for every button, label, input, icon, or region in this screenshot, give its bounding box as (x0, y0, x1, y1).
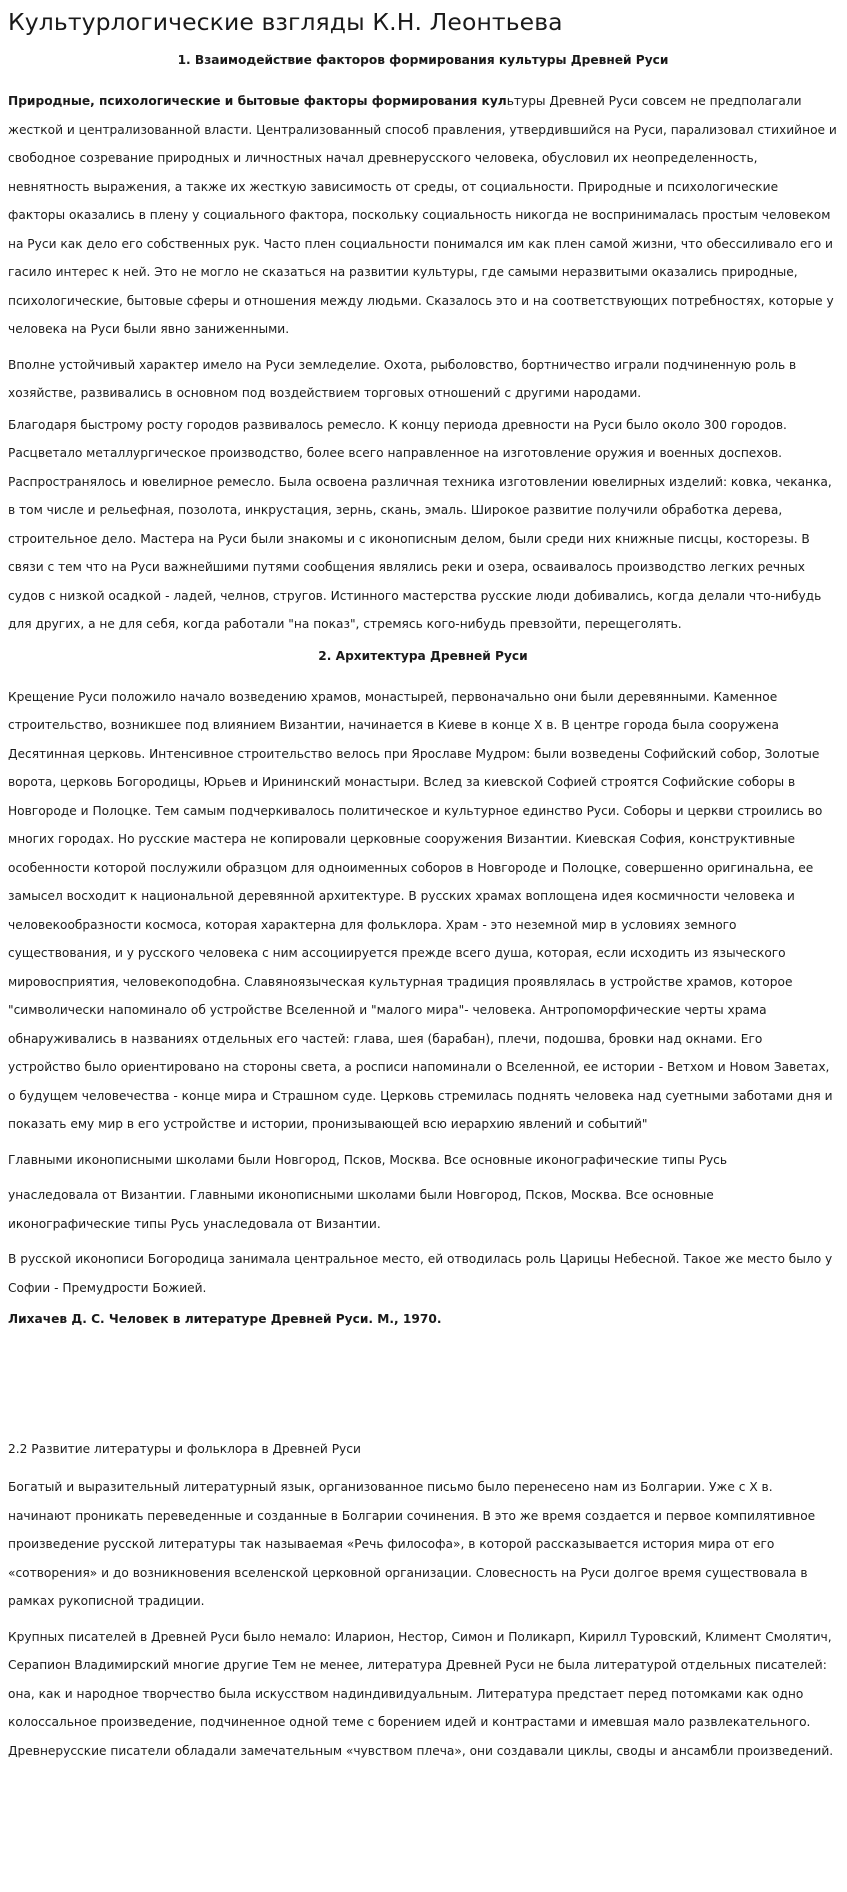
section-1-paragraph-1 (8, 87, 838, 344)
section-2-2-heading: 2.2 Развитие литературы и фольклора в Древней Руси (8, 1442, 361, 1456)
section-2-paragraph-2: Главными иконописными школами были Новгород, Псков, Москва. Все основные иконографические типы Русь (8, 1152, 728, 1167)
section-1-paragraph-3: Благодаря быстрому росту городов развивалось ремесло. К концу периода древности на Руси было около 300 городов. Расцветало металлургическое производство, более всего направленное на изготовление оружия и военных доспехов. Распространялось и ювелирное ремесло. Была освоена различная техника изготовлении ювелирных изделий: ковка, чеканка, в том числе и рельефная, позолота, инкрустация, зернь, скань, эмаль. Широкое развитие получили обработка дерева, строительное дело. Мастера на Руси были знакомы и с иконописным делом, были среди них книжные писцы, косторезы. В связи с тем что на Руси важнейшими путями сообщения являлись реки и озера, осваивалось производство легких речных судов с низкой осадкой - ладей, челнов, стругов. Истинного мастерства русские люди добивались, когда делали что-нибудь для других, а не для себя, когда работали "на показ", стремясь кого-нибудь превзойти, перещеголять. (8, 417, 832, 631)
section-1-paragraph-2: Вполне устойчивый характер имело на Руси земледелие. Охота, рыболовство, бортничество играли подчиненную роль в хозяйстве, развивались в основном под воздействием торговых отношений с другими народами. (8, 357, 797, 400)
section-1-paragraph-1-text: ьтуры Древней Руси совсем не предполагали жесткой и централизованной власти. Централизованный способ правления, утвердившийся на Руси, парализовал стихийное и свободное созревание природных и личностных начал древнерусского человека, обусловил их неопределенность, невнятность выражения, а также их жесткую зависимость от среды, от социальности. Природные и психологические факторы оказались в плену у социального фактора, поскольку социальность никогда не воспринималась простым человеком на Руси как дело его собственных рук. Часто плен социальности понимался им как плен самой жизни, что обессиливало его и гасило интерес к ней. Это не могло не сказаться на развитии культуры, где самыми неразвитыми оказались природные, психологические, бытовые сферы и отношения между людьми. Сказалось это и на соответствующих потребностях, которые у человека на Руси были явно заниженными. (8, 94, 837, 336)
section-2-paragraph-1: Крещение Руси положило начало возведению храмов, монастырей, первоначально они были деревянными. Каменное строительство, возникшее под влиянием Византии, начинается в Киеве в конце X в. В центре города была сооружена Десятинная церковь. Интенсивное строительство велось при Ярославе Мудром: были возведены Софийский собор, Золотые ворота, церковь Богородицы, Юрьев и Ирининский монастыри. Вслед за киевской Софией строятся Софийские соборы в Новгороде и Полоцке. Тем самым подчеркивалось политическое и культурное единство Руси. Соборы и церкви строились во многих городах. Но русские мастера не копировали церковные сооружения Византии. Киевская София, конструктивные особенности которой послужили образцом для одноименных соборов в Новгороде и Полоцке, совершенно оригинальна, ее замысел восходит к национальной деревянной архитектуре. В русских храмах воплощена идея космичности человека и человекообразности космоса, которая характерна для фольклора. Храм - это неземной мир в условиях земного существования, и у русского человека с ним ассоциируется прежде всего душа, которая, если исходить из языческого мировосприятия, человекоподобна. Славяноязыческая культурная традиция проявлялась в устройстве храмов, которое "символически напоминало об устройстве Вселенной и "малого мира"- человека. Антропоморфические черты храма обнаруживались в названиях отдельных его частей: глава, шея (барабан), плечи, подошва, бровки над окнами. Его устройство было ориентировано на стороны света, а росписи напоминали о Вселенной, ее истории - Ветхом и Новом Заветах, о будущем человечества - конце мира и Страшном суде. Церковь стремилась поднять человека над суетными заботами дня и показать ему мир в его устройстве и истории, пронизывающей всю иерархию явлений и событий" (8, 689, 833, 1131)
page-title: Культурлогические взгляды К.Н. Леонтьева (8, 8, 563, 36)
section-2-2-paragraph-2: Крупных писателей в Древней Руси было немало: Иларион, Нестор, Симон и Поликарп, Кирилл Туровский, Климент Смолятич, Серапион Владимирский многие другие Тем не менее, литература Древней Руси не была литературой отдельных писателей: она, как и народное творчество была искусством надиндивидуальным. Литература предстает перед потомками как одно колоссальное произведение, подчиненное одной теме с борением идей и контрастами и имевшая мало развлекательного. Древнерусские писатели обладали замечательным «чувством плеча», они создавали циклы, своды и ансамбли произведений. (8, 1629, 834, 1758)
section-1-paragraph-1-bold: Природные, психологические и бытовые факторы формирования кул (8, 94, 507, 108)
section-1-heading: 1. Взаимодействие факторов формирования культуры Древней Руси (177, 53, 669, 67)
blank-space (8, 1339, 838, 1439)
section-2-paragraph-3: унаследовала от Византии. Главными иконописными школами были Новгород, Псков, Москва. Все основные иконографические типы Русь унаследовала от Византии. (8, 1188, 714, 1231)
bibliography-reference: Лихачев Д. С. Человек в литературе Древней Руси. М., 1970. (8, 1312, 442, 1326)
section-2-2-paragraph-1: Богатый и выразительный литературный язык, организованное письмо было перенесено нам из Болгарии. Уже с X в. начинают проникать переведенные и созданные в Болгарии сочинения. В это же время создается и первое компилятивное произведение русской литературы так называемая «Речь философа», в которой рассказывается история мира от его «сотворения» и до возникновения вселенской церковной организации. Словесность на Руси долгое время существовала в рамках рукописной традиции. (8, 1480, 816, 1608)
section-2-heading: 2. Архитектура Древней Руси (318, 648, 528, 663)
section-2-paragraph-4: В русской иконописи Богородица занимала центральное место, ей отводилась роль Царицы Небесной. Такое же место было у Софии - Премудрости Божией. (8, 1252, 833, 1295)
